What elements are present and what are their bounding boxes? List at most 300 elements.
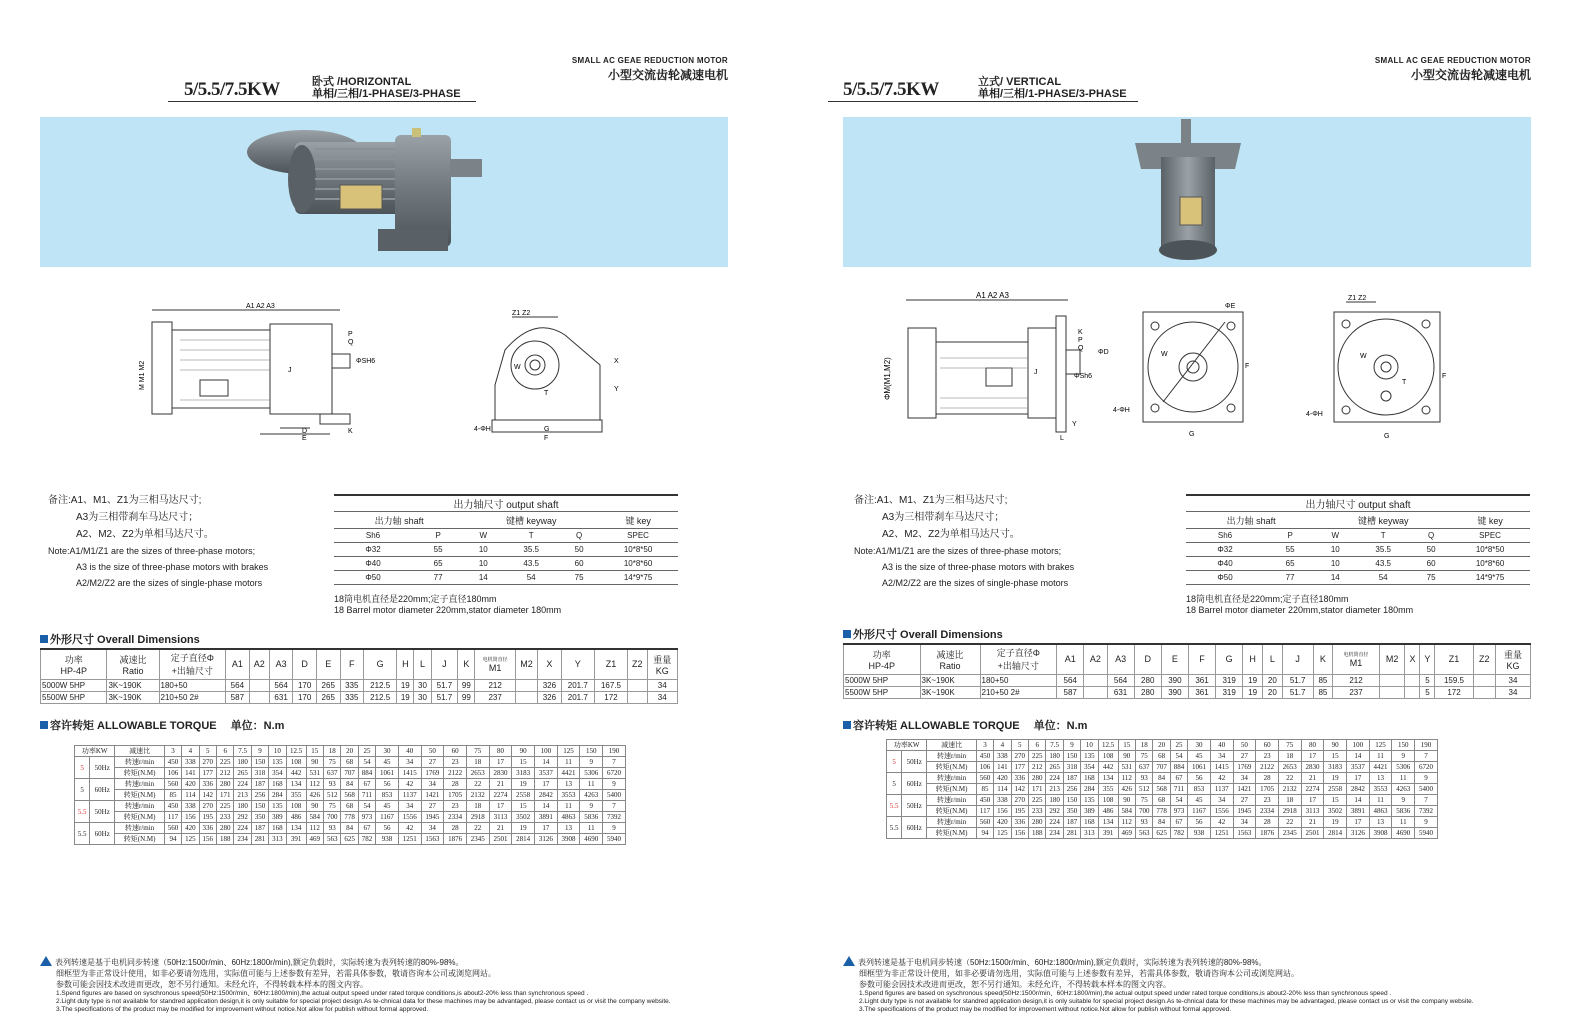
table-cell: 112	[306, 823, 323, 834]
table-cell: 4690	[580, 834, 603, 845]
table-cell: 2132	[466, 790, 489, 801]
table-cell: 180+50	[159, 679, 226, 691]
shaft-note	[1186, 594, 1413, 616]
table-cell: 973	[1170, 806, 1187, 817]
table-cell: 55	[412, 543, 464, 557]
dims-col-header: D	[293, 649, 317, 679]
vertical-motor-photo	[843, 117, 1531, 267]
table-cell: 212	[1333, 674, 1379, 686]
table-cell: 631	[269, 691, 293, 703]
torque-row-label: 转速r/min	[115, 823, 164, 834]
horizontal-front-drawing	[470, 305, 640, 445]
header-chinese: 小型交流齿轮减速电机	[607, 68, 728, 82]
table-cell: 10*8*60	[598, 557, 678, 571]
table-cell: 3537	[534, 768, 557, 779]
table-cell: 168	[269, 779, 286, 790]
dim-label-w: W	[1161, 351, 1168, 358]
table-cell: 75	[1136, 751, 1153, 762]
table-cell: 167.5	[594, 679, 627, 691]
torque-kw-cell: 5.5	[75, 823, 90, 845]
table-cell: 700	[324, 812, 341, 823]
table-cell: 2918	[466, 812, 489, 823]
table-cell: 1137	[1210, 784, 1233, 795]
torque-ratio-cell: 80	[1301, 740, 1324, 751]
table-cell: 15	[512, 757, 535, 768]
table-cell: 391	[1098, 828, 1118, 839]
table-cell: 318	[251, 768, 268, 779]
table-cell: 284	[1081, 784, 1098, 795]
table-cell: 135	[1081, 795, 1098, 806]
table-cell: 280	[217, 823, 234, 834]
dim-label-m: ΦM(M1,M2)	[883, 357, 892, 400]
torque-ratio-cell: 60	[1256, 740, 1279, 751]
table-cell: 469	[306, 834, 323, 845]
table-cell: 1945	[1233, 806, 1256, 817]
table-row	[41, 679, 678, 691]
dims-header-motor-note: 电机筒直径	[482, 656, 508, 663]
table-cell: 450	[976, 795, 993, 806]
table-cell: 390	[1161, 674, 1188, 686]
dim-label-sh: ΦSH6	[356, 358, 376, 365]
table-cell: Φ50	[334, 571, 412, 585]
dims-col-header: K	[458, 649, 475, 679]
dims-col-header: L	[1262, 644, 1282, 674]
table-cell: 2345	[1278, 828, 1301, 839]
table-cell: 42	[1210, 817, 1233, 828]
torque-table	[886, 739, 1438, 839]
table-cell: 4421	[1369, 762, 1392, 773]
torque-unit: 单位：N.m	[230, 720, 285, 732]
table-cell: 68	[1153, 751, 1170, 762]
table-cell: 11	[1392, 817, 1415, 828]
table-cell: 2830	[1301, 762, 1324, 773]
dims-col-header: M2	[515, 649, 537, 679]
table-cell: 85	[164, 790, 181, 801]
table-cell: 442	[1098, 762, 1118, 773]
note-en-1: Note:A1/M1/Z1 are the sizes of three-phase motors;	[48, 546, 256, 556]
table-cell: 2558	[1324, 784, 1347, 795]
table-cell: 22	[466, 823, 489, 834]
table-cell: 68	[341, 757, 358, 768]
table-cell: 354	[269, 768, 286, 779]
table-cell: 34	[1233, 817, 1256, 828]
table-cell: 75	[560, 571, 598, 585]
footer-cn-3: 参数可能会因技术改进而更改，恕不另行通知。未经允许，不得转载本样本的图文内容。	[56, 980, 368, 989]
torque-hz-cell: 60Hz	[902, 773, 927, 795]
dim-label-q: Q	[1078, 345, 1084, 352]
table-cell: 270	[1011, 751, 1028, 762]
table-cell: 150	[251, 801, 268, 812]
table-cell: 14*9*75	[1450, 571, 1530, 585]
warning-icon	[843, 956, 855, 966]
shaft-table-title: 出力轴尺寸 output shaft	[334, 495, 678, 512]
table-cell: 531	[306, 768, 323, 779]
table-cell: 631	[1107, 686, 1134, 698]
table-cell: 2122	[1256, 762, 1279, 773]
table-cell: 17	[1346, 773, 1369, 784]
table-cell: 2830	[489, 768, 512, 779]
table-cell: 3553	[1369, 784, 1392, 795]
torque-ratio-cell: 7.5	[234, 746, 251, 757]
table-cell: 5306	[580, 768, 603, 779]
table-cell: Φ40	[334, 557, 412, 571]
table-cell: 13	[1369, 817, 1392, 828]
table-cell: 4863	[557, 812, 580, 823]
table-cell: 34	[1210, 795, 1233, 806]
table-cell: Φ40	[1186, 557, 1264, 571]
dim-label-h: 4-ΦH	[1113, 407, 1130, 414]
table-cell	[515, 679, 537, 691]
table-cell: 187	[1063, 773, 1080, 784]
dim-label-l: L	[1060, 435, 1064, 442]
table-cell: 3113	[489, 812, 512, 823]
torque-ratio-cell: 150	[580, 746, 603, 757]
vertical-flange-drawing	[1113, 292, 1263, 442]
table-cell: 9	[580, 801, 603, 812]
table-cell: 90	[306, 757, 323, 768]
torque-hz-cell: 60Hz	[90, 779, 115, 801]
table-row	[887, 751, 1438, 762]
table-cell: 19	[1324, 817, 1347, 828]
table-cell: 563	[324, 834, 341, 845]
torque-ratio-cell: 6	[1029, 740, 1046, 751]
table-cell: Φ50	[1186, 571, 1264, 585]
table-cell: 9	[603, 779, 626, 790]
table-cell: 292	[234, 812, 251, 823]
table-cell: 225	[217, 801, 234, 812]
torque-ratio-cell: 4	[182, 746, 199, 757]
table-cell: 7	[603, 757, 626, 768]
table-cell: 51.7	[1282, 686, 1313, 698]
shaft-note-cn: 18筒电机直径是220mm;定子直径180mm	[334, 594, 497, 604]
table-cell: 1421	[421, 790, 444, 801]
table-cell: 125	[182, 834, 199, 845]
dim-label-sh: ΦSh6	[1074, 373, 1093, 380]
torque-ratio-cell: 50	[1233, 740, 1256, 751]
dims-col-header: A2	[249, 649, 269, 679]
table-cell: 224	[1046, 817, 1063, 828]
dims-header-weight: 重量 KG	[647, 649, 677, 679]
table-row	[887, 828, 1438, 839]
notes-block	[854, 492, 1074, 591]
torque-ratio-cell: 125	[557, 746, 580, 757]
table-cell: 938	[376, 834, 399, 845]
table-cell: 188	[1029, 828, 1046, 839]
table-cell: 75	[1412, 571, 1450, 585]
torque-ratio-cell: 10	[1081, 740, 1098, 751]
table-cell: 22	[466, 779, 489, 790]
table-cell	[1405, 686, 1420, 698]
table-cell: 3891	[1346, 806, 1369, 817]
note-en-2: A3 is the size of three-phase motors with brakes	[882, 562, 1075, 572]
table-cell: 587	[1057, 686, 1084, 698]
table-cell: 156	[199, 834, 216, 845]
shaft-col-header: P	[1264, 529, 1316, 543]
dims-col-header: G	[364, 649, 397, 679]
table-cell: 284	[269, 790, 286, 801]
horizontal-side-drawing	[130, 300, 430, 450]
table-cell: Φ32	[1186, 543, 1264, 557]
table-cell: 42	[398, 779, 421, 790]
warning-icon	[40, 956, 52, 966]
shaft-col-header: Q	[1412, 529, 1450, 543]
table-row	[887, 795, 1438, 806]
table-cell: 11	[580, 823, 603, 834]
table-cell: 28	[444, 779, 467, 790]
table-row	[887, 773, 1438, 784]
table-cell: 213	[234, 790, 251, 801]
torque-hz-cell: 50Hz	[90, 801, 115, 823]
footer-en-3: 3.The specifications of the product may be modified for improvement without notice.Not allow for publish without formal approved.	[859, 1006, 1232, 1013]
torque-ratio-cell: 90	[1324, 740, 1347, 751]
table-cell: 156	[182, 812, 199, 823]
table-cell: 94	[976, 828, 993, 839]
table-cell: 2558	[512, 790, 535, 801]
table-row	[887, 817, 1438, 828]
table-cell: 213	[1046, 784, 1063, 795]
table-cell: 19	[512, 823, 535, 834]
dim-label-f: F	[1442, 373, 1447, 380]
footer-cn-2: 细框型为非正常设计使用，如非必要请勿选用，实际值可能与上述参数有差异，若需具体参数，敬请咨询本公司或浏览网站。	[859, 969, 1299, 978]
table-cell: 27	[1233, 795, 1256, 806]
table-cell: 84	[1153, 773, 1170, 784]
dim-label-h: 4-ΦH	[1306, 411, 1323, 418]
table-cell: 486	[286, 812, 306, 823]
table-cell: 85	[1313, 686, 1333, 698]
table-cell: 23	[1256, 795, 1279, 806]
table-cell: 270	[1011, 795, 1028, 806]
table-cell: 318	[1063, 762, 1080, 773]
note-cn-2: A3为三相带刹车马达尺寸；	[76, 512, 199, 523]
table-cell: 15	[1324, 751, 1347, 762]
torque-hz-cell: 60Hz	[90, 823, 115, 845]
torque-ratio-cell: 12.5	[1098, 740, 1118, 751]
table-cell: 75	[1136, 795, 1153, 806]
header-chinese: 小型交流齿轮减速电机	[1410, 68, 1531, 82]
torque-ratio-cell: 25	[1170, 740, 1187, 751]
dim-label-h: 4-ΦH	[474, 426, 491, 433]
table-cell: 10	[464, 557, 502, 571]
table-cell: 55	[1264, 543, 1316, 557]
table-cell: 420	[182, 823, 199, 834]
footer-notes	[843, 956, 1531, 1014]
table-cell: 13	[557, 779, 580, 790]
table-cell: 27	[421, 757, 444, 768]
table-row	[75, 823, 626, 834]
table-cell: 28	[444, 823, 467, 834]
table-cell: 2653	[1278, 762, 1301, 773]
table-cell: 50	[560, 543, 598, 557]
table-cell: 3908	[1369, 828, 1392, 839]
dims-section-title	[40, 631, 200, 647]
torque-kw-cell: 5.5	[887, 795, 902, 817]
dim-label-f: F	[544, 435, 549, 442]
table-cell: 93	[324, 779, 341, 790]
table-row	[334, 571, 678, 585]
shaft-col-header-row	[334, 529, 678, 543]
table-cell: 34	[647, 691, 677, 703]
table-cell: 782	[358, 834, 375, 845]
dims-col-header: Z1	[1435, 644, 1473, 674]
dims-col-header: F	[1188, 644, 1215, 674]
table-cell: 212	[217, 768, 234, 779]
table-cell: 225	[1029, 795, 1046, 806]
shaft-col-header: Sh6	[1186, 529, 1264, 543]
dims-header-stator: 定子直径Φ +出轴尺寸	[159, 649, 226, 679]
table-cell: 2274	[489, 790, 512, 801]
torque-row-label: 转速r/min	[927, 751, 976, 762]
table-cell: 292	[1046, 806, 1063, 817]
table-cell: 188	[217, 834, 234, 845]
table-cell: 3126	[534, 834, 557, 845]
orientation-line1: 立式/ VERTICAL	[978, 76, 1062, 88]
table-cell: 336	[199, 823, 216, 834]
table-cell: 22	[1278, 817, 1301, 828]
torque-kw-cell: 5	[887, 751, 902, 773]
table-cell: 99	[458, 679, 475, 691]
table-cell: 2918	[1278, 806, 1301, 817]
table-cell: 10	[1316, 557, 1354, 571]
footer-cn-2: 细框型为非正常设计使用，如非必要请勿选用，实际值可能与上述参数有差异，若需具体参数，敬请咨询本公司或浏览网站。	[56, 969, 496, 978]
table-cell: 18	[466, 757, 489, 768]
dims-col-header: Z1	[594, 649, 627, 679]
table-row	[334, 543, 678, 557]
torque-ratio-cell: 40	[1210, 740, 1233, 751]
note-en-1: Note:A1/M1/Z1 are the sizes of three-phase motors;	[854, 546, 1062, 556]
dims-header-row	[844, 644, 1531, 674]
torque-row-label: 转速r/min	[115, 779, 164, 790]
table-cell: 180+50	[980, 674, 1057, 686]
table-cell: 7	[1415, 751, 1438, 762]
table-cell: 34	[398, 801, 421, 812]
torque-header-row	[75, 746, 626, 757]
dims-col-header: A3	[1107, 644, 1134, 674]
table-cell	[1379, 686, 1405, 698]
dims-col-header: E	[316, 649, 340, 679]
table-cell: 2653	[466, 768, 489, 779]
table-cell: 21	[1301, 817, 1324, 828]
torque-row-label: 转矩(N.M)	[115, 790, 164, 801]
title-underline	[168, 101, 476, 102]
table-row	[844, 674, 1531, 686]
table-cell: 1167	[376, 812, 399, 823]
torque-ratio-cell: 100	[534, 746, 557, 757]
table-cell: 187	[1063, 817, 1080, 828]
table-cell: 265	[234, 768, 251, 779]
table-cell: 6720	[1415, 762, 1438, 773]
table-cell: 420	[994, 773, 1011, 784]
table-cell: 281	[251, 834, 268, 845]
torque-ratio-cell: 100	[1346, 740, 1369, 751]
table-cell: 54	[502, 571, 560, 585]
table-cell: 150	[1063, 795, 1080, 806]
table-cell: 14	[534, 757, 557, 768]
torque-ratio-cell: 30	[1188, 740, 1211, 751]
table-cell: 30	[414, 691, 431, 703]
table-cell: 361	[1188, 686, 1215, 698]
table-cell: 2501	[1301, 828, 1324, 839]
table-cell: 225	[1029, 751, 1046, 762]
dims-col-header: D	[1134, 644, 1161, 674]
torque-row-label: 转速r/min	[115, 801, 164, 812]
note-en-3: A2/M2/Z2 are the sizes of single-phase motors	[76, 578, 263, 588]
dim-label-w: W	[1360, 353, 1367, 360]
dim-label-g: G	[1384, 433, 1390, 440]
table-cell: 114	[994, 784, 1011, 795]
dim-label-g: G	[1189, 431, 1195, 438]
table-cell: 450	[164, 757, 181, 768]
table-cell: 1705	[1256, 784, 1279, 795]
table-cell: 210+50 2#	[159, 691, 226, 703]
dim-label-q: Q	[348, 339, 354, 346]
dims-title-text: 外形尺寸 Overall Dimensions	[50, 634, 200, 646]
dim-label-w: W	[514, 364, 521, 371]
table-cell	[628, 691, 647, 703]
note-en-3: A2/M2/Z2 are the sizes of single-phase motors	[882, 578, 1069, 588]
table-cell: 4263	[580, 790, 603, 801]
table-cell: Φ32	[334, 543, 412, 557]
table-cell: 170	[293, 691, 317, 703]
table-cell: 3126	[1346, 828, 1369, 839]
table-cell: 4863	[1369, 806, 1392, 817]
table-cell: 450	[976, 751, 993, 762]
table-cell: 56	[376, 779, 399, 790]
torque-hz-cell: 50Hz	[90, 757, 115, 779]
table-row	[75, 801, 626, 812]
table-cell: 564	[1107, 674, 1134, 686]
table-cell: 1769	[1233, 762, 1256, 773]
dims-col-header: L	[414, 649, 431, 679]
shaft-col-header: SPEC	[598, 529, 678, 543]
table-cell: 778	[1153, 806, 1170, 817]
table-cell: 233	[1029, 806, 1046, 817]
table-cell: 180	[1046, 795, 1063, 806]
dims-col-header-text: M1	[488, 662, 502, 673]
table-cell: 177	[1011, 762, 1028, 773]
torque-ratio-cell: 15	[306, 746, 323, 757]
orientation-label	[978, 76, 1127, 100]
dims-col-header: A3	[269, 649, 293, 679]
footer-en-2: 2.Light duty type is not available for standred application design,it is only suitable for special project design.As te-chnical data for these machines may be advantaged, please contact us or visit the company website.	[56, 998, 671, 1005]
table-cell: 54	[1170, 751, 1187, 762]
table-row	[75, 812, 626, 823]
table-cell: 512	[324, 790, 341, 801]
table-row	[1186, 571, 1530, 585]
table-cell	[1084, 674, 1107, 686]
dim-label-z: Z1 Z2	[512, 310, 531, 317]
table-cell: 134	[286, 823, 306, 834]
table-cell: 336	[1011, 773, 1028, 784]
note-cn-2: A3为三相带刹车马达尺寸；	[882, 512, 1005, 523]
page-vertical	[788, 0, 1576, 1035]
table-cell: 17	[1301, 751, 1324, 762]
table-cell: 568	[1153, 784, 1170, 795]
table-cell: 180	[234, 801, 251, 812]
table-cell: 201.7	[561, 691, 594, 703]
table-cell: 9	[1415, 773, 1438, 784]
table-cell: 135	[1081, 751, 1098, 762]
table-cell: 212.5	[364, 679, 397, 691]
table-cell: 280	[1134, 674, 1161, 686]
table-cell: 10*8*50	[598, 543, 678, 557]
table-cell: 853	[1188, 784, 1211, 795]
shaft-group-key: 键 key	[1450, 512, 1530, 529]
table-cell: 2345	[466, 834, 489, 845]
table-cell: 27	[1233, 751, 1256, 762]
table-cell: 3183	[512, 768, 535, 779]
table-cell: 125	[994, 828, 1011, 839]
table-cell: 336	[1011, 817, 1028, 828]
